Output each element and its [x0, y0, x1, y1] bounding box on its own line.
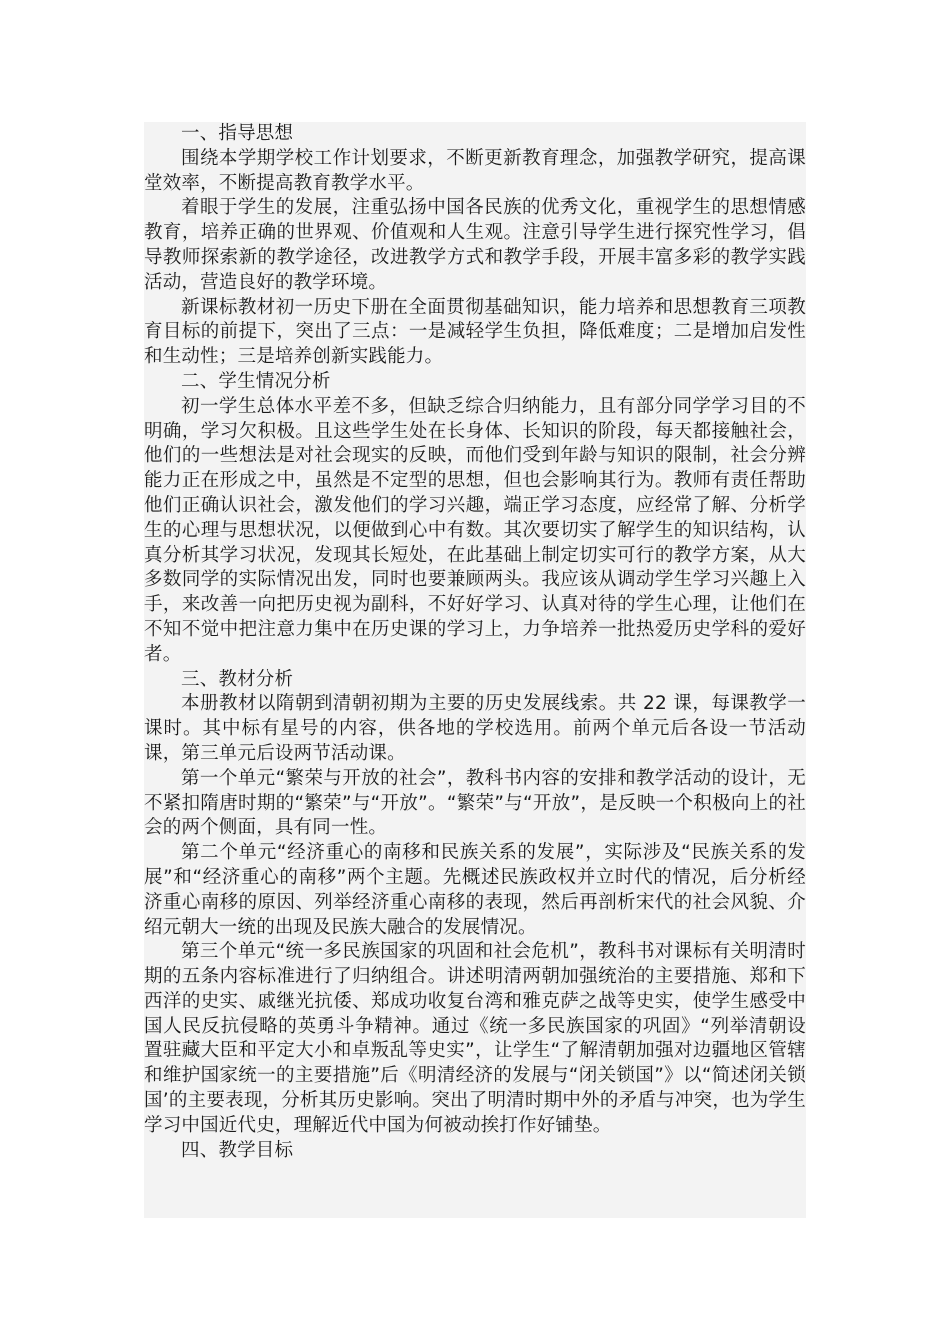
heading-teaching-goals: 四、教学目标	[181, 1139, 294, 1161]
heading-guiding-ideology: 一、指导思想	[181, 123, 294, 144]
paragraph: 初一学生总体水平差不多，但缺乏综合归纳能力，且有部分同学学习目的不明确，学习欠积极。且这些学生处在长身体、长知识的阶段，每天都接触社会，他们的一些想法是对社会现实的反映，而他们受到年龄与知识的限制，社会分辨能力正在形成之中，虽然是不定型的思想，但也会影响其行为。教师有责任帮助他们正确认识社会，激发他们的学习兴趣，端正学习态度，应经常了解、分析学生的心理与思想状况，以便做到心中有数。其次要切实了解学生的知识结构，认真分析其学习状况，发现其长短处，在此基础上制定切实可行的教学方案，从大多数同学的实际情况出发，同时也要兼顾两头。我应该从调动学生学习兴趣上入手，来改善一向把历史视为副科，不好好学习、认真对待的学生心理，让他们在不知不觉中把注意力集中在历史课的学习上，力争培养一批热爱历史学科的爱好者。	[144, 395, 806, 665]
paragraph: 围绕本学期学校工作计划要求，不断更新教育理念，加强教学研究，提高课堂效率，不断提高教育教学水平。	[144, 147, 806, 194]
heading-student-analysis: 二、学生情况分析	[181, 370, 331, 392]
paragraph: 第一个单元“繁荣与开放的社会”，教科书内容的安排和教学活动的设计，无不紧扣隋唐时期的“繁荣”与“开放”。“繁荣”与“开放”，是反映一个积极向上的社会的两个侧面，具有同一性。	[144, 767, 806, 839]
heading-textbook-analysis: 三、教材分析	[181, 668, 294, 690]
paragraph: 第二个单元“经济重心的南移和民族关系的发展”，实际涉及“民族关系的发展”和“经济重心的南移”两个主题。先概述民族政权并立时代的情况，后分析经济重心南移的原因、列举经济重心南移的表现，然后再剖析宋代的社会风貌、介绍元朝大一统的出现及民族大融合的发展情况。	[144, 842, 806, 938]
paragraph: 新课标教材初一历史下册在全面贯彻基础知识，能力培养和思想教育三项教育目标的前提下，突出了三点：一是减轻学生负担，降低难度；二是增加启发性和生动性；三是培养创新实践能力。	[144, 296, 806, 368]
paragraph: 第三个单元“统一多民族国家的巩固和社会危机”，教科书对课标有关明清时期的五条内容标准进行了归纳组合。讲述明清两朝加强统治的主要措施、郑和下西洋的史实、戚继光抗倭、郑成功收复台湾和雅克萨之战等史实，使学生感受中国人民反抗侵略的英勇斗争精神。通过《统一多民族国家的巩固》“列举清朝设置驻藏大臣和平定大小和卓叛乱等史实”，让学生“了解清朝加强对边疆地区管辖和维护国家统一的主要措施”后《明清经济的发展与“闭关锁国”》以“简述闭关锁国’的主要表现，分析其历史影响。突出了明清时期中外的矛盾与冲突，也为学生学习中国近代史，理解近代中国为何被动挨打作好铺垫。	[144, 941, 806, 1136]
paragraph: 本册教材以隋朝到清朝初期为主要的历史发展线索。共 22 课，每课教学一课时。其中标有星号的内容，供各地的学校选用。前两个单元后各设一节活动课，第三单元后设两节活动课。	[144, 693, 806, 764]
paragraph: 着眼于学生的发展，注重弘扬中国各民族的优秀文化，重视学生的思想情感教育，培养正确的世界观、价值观和人生观。注意引导学生进行探究性学习，倡导教师探索新的教学途径，改进教学方式和教学手段，开展丰富多彩的教学实践活动，营造良好的教学环境。	[144, 197, 806, 293]
document-text-block	[144, 122, 806, 1218]
